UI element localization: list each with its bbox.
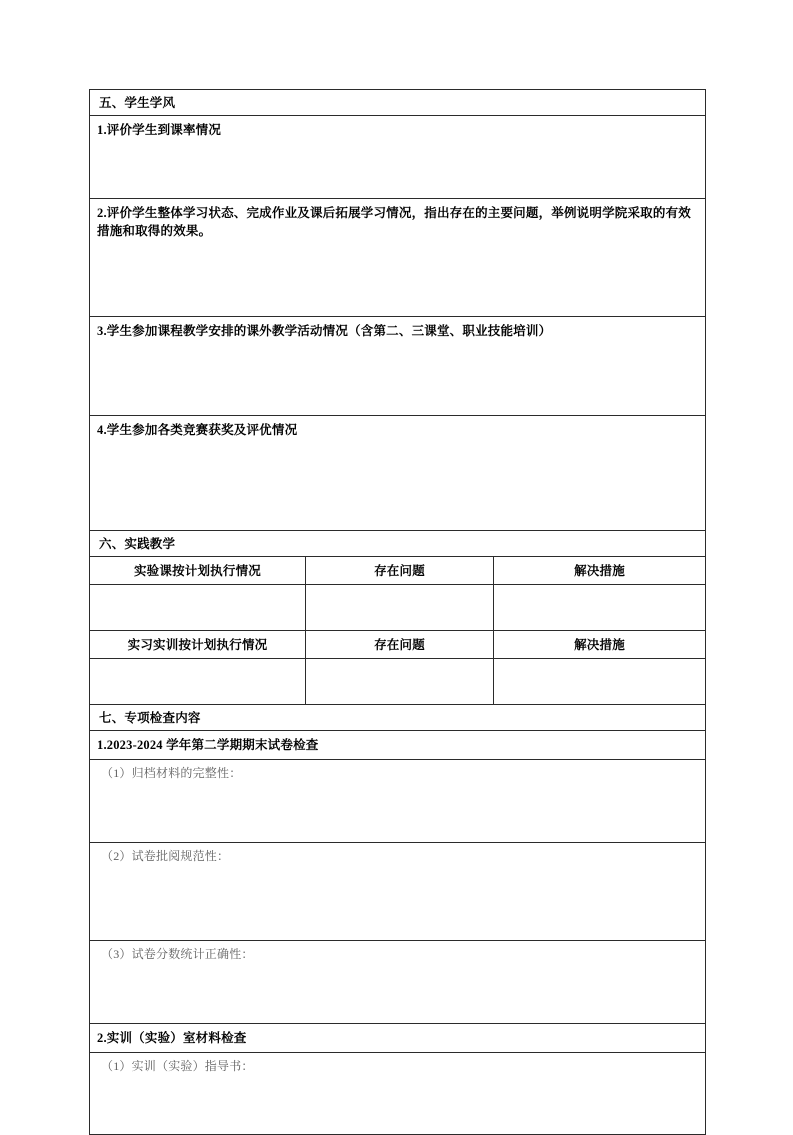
form-sheet <box>89 89 705 1135</box>
question-row-7-1 <box>90 731 706 760</box>
table-header-intern-0 <box>90 631 306 659</box>
subquestion-label-7-1-3: （3）试卷分数统计正确性： <box>101 947 254 962</box>
answer-area-5-4[interactable] <box>90 443 705 530</box>
subquestion-cell-7-1-1 <box>90 760 706 842</box>
question-label-7-1: 1.2023-2024 学年第二学期期末试卷检查 <box>97 738 319 753</box>
cell-value[interactable] <box>90 585 305 630</box>
question-cell-7-1 <box>90 731 706 760</box>
question-row-5-4 <box>90 415 706 530</box>
section-header-row <box>90 90 706 116</box>
subquestion-cell-7-2-1 <box>90 1052 706 1134</box>
table-cell-lab-2[interactable] <box>494 585 706 631</box>
table-header-lab-1 <box>306 556 494 584</box>
cell-value[interactable] <box>306 585 493 630</box>
question-label-5-4: 4.学生参加各类竞赛获奖及评优情况 <box>97 422 298 437</box>
question-label-7-2: 2.实训（实验）室材料检查 <box>97 1030 247 1045</box>
table-row <box>90 585 706 631</box>
table-header-intern-2 <box>494 631 706 659</box>
cell-value[interactable] <box>90 659 305 704</box>
question-cell-7-2 <box>90 1023 706 1052</box>
answer-area-7-2-1[interactable] <box>90 1079 705 1134</box>
header-label: 存在问题 <box>374 638 425 652</box>
section-header-row <box>90 530 706 556</box>
question-label-5-1: 1.评价学生到课率情况 <box>97 123 222 138</box>
table-row <box>90 659 706 705</box>
cell-value[interactable] <box>494 585 705 630</box>
answer-area-7-1-3[interactable] <box>90 968 705 1023</box>
question-row-5-1 <box>90 116 706 199</box>
table-cell-intern-1[interactable] <box>306 659 494 705</box>
header-label: 实习实训按计划执行情况 <box>127 638 268 652</box>
section-title-cell-5 <box>90 90 706 116</box>
answer-area-7-1-2[interactable] <box>90 869 705 940</box>
section-title-cell-6 <box>90 530 706 556</box>
table-cell-intern-0[interactable] <box>90 659 306 705</box>
table-cell-intern-2[interactable] <box>494 659 706 705</box>
section-title-6: 六、实践教学 <box>99 536 176 551</box>
section-title-7: 七、专项检查内容 <box>99 711 201 726</box>
subquestion-row-7-2-1 <box>90 1052 706 1134</box>
inspection-form-table <box>89 89 706 1135</box>
subquestion-label-7-1-1: （1）归档材料的完整性： <box>101 766 242 781</box>
subquestion-row-7-1-3 <box>90 941 706 1023</box>
table-header-lab-0 <box>90 556 306 584</box>
subquestion-label-7-2-1: （1）实训（实验）指导书： <box>101 1058 254 1073</box>
question-cell-5-3 <box>90 316 706 415</box>
header-label: 实验课按计划执行情况 <box>133 563 261 578</box>
question-label-5-3: 3.学生参加课程教学安排的课外教学活动情况（含第二、三课堂、职业技能培训） <box>97 323 552 338</box>
answer-area-5-3[interactable] <box>90 344 705 415</box>
table-cell-lab-1[interactable] <box>306 585 494 631</box>
question-row-5-2 <box>90 199 706 316</box>
subquestion-cell-7-1-3 <box>90 941 706 1023</box>
subquestion-label-7-1-2: （2）试卷批阅规范性： <box>101 848 230 863</box>
table-header-row-lab <box>90 556 706 584</box>
subquestion-row-7-1-2 <box>90 842 706 940</box>
question-cell-5-4 <box>90 415 706 530</box>
question-cell-5-1 <box>90 116 706 199</box>
section-title-cell-7 <box>90 705 706 731</box>
section-title-5: 五、学生学风 <box>99 96 176 110</box>
section-header-row <box>90 705 706 731</box>
cell-value[interactable] <box>494 659 705 704</box>
question-row-5-3 <box>90 316 706 415</box>
table-header-row-intern <box>90 631 706 659</box>
question-label-5-2: 2.评价学生整体学习状态、完成作业及课后拓展学习情况，指出存在的主要问题，举例说明学院采取的有效措施和取得的效果。 <box>97 206 691 239</box>
subquestion-cell-7-1-2 <box>90 842 706 940</box>
answer-area-5-1[interactable] <box>90 143 705 198</box>
question-row-7-2 <box>90 1023 706 1052</box>
cell-value[interactable] <box>306 659 493 704</box>
table-header-lab-2 <box>494 556 706 584</box>
header-label: 解决措施 <box>574 563 625 578</box>
answer-area-7-1-1[interactable] <box>90 787 705 842</box>
table-header-intern-1 <box>306 631 494 659</box>
question-cell-5-2 <box>90 199 706 316</box>
answer-area-5-2[interactable] <box>90 245 705 316</box>
header-label: 解决措施 <box>574 638 625 652</box>
subquestion-row-7-1-1 <box>90 760 706 842</box>
header-label: 存在问题 <box>374 563 425 578</box>
table-cell-lab-0[interactable] <box>90 585 306 631</box>
